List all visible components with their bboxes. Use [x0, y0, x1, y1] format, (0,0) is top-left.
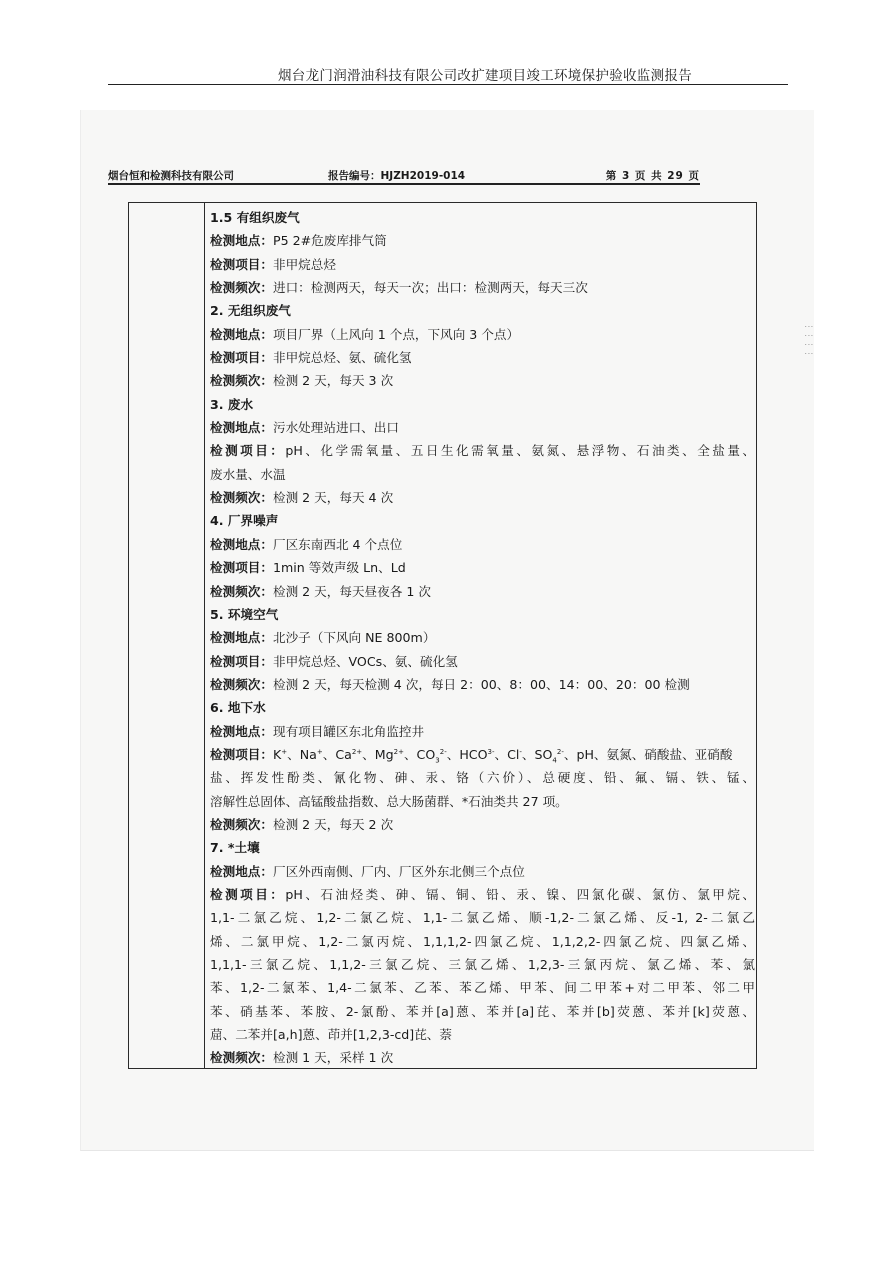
items-line [210, 253, 755, 276]
value: 非甲烷总烃 [272, 256, 336, 272]
value: 进口：检测两天，每天一次；出口：检测两天，每天三次 [272, 280, 588, 296]
label: 检测项目： [210, 350, 273, 366]
label: 检测地点： [210, 420, 273, 436]
label: 检测项目： [210, 886, 286, 902]
items-continuation: 溶解性总固体、高锰酸盐指数、总大肠菌群、*石油类共 27 项。 [210, 793, 568, 809]
location-line [210, 416, 755, 439]
items-continuation: 烯、二氯甲烷、1,2-二氯丙烷、1,1,1,2-四氯乙烷、1,1,2,2-四氯乙烷、四氯乙烯、 [210, 933, 755, 949]
value: 检测 2 天，每天检测 4 次，每日 2：00、8：00、14：00、20：00 检测 [272, 676, 690, 692]
ion-cl: Cl- [507, 746, 522, 762]
ion-k: K+ [272, 746, 288, 762]
label: 检测频次： [210, 583, 273, 599]
location-line [210, 626, 755, 649]
items-line [210, 883, 755, 906]
label: 检测地点： [210, 863, 273, 879]
items-continuation: 盐、挥发性酚类、氰化物、砷、汞、铬（六价）、总硬度、铅、氟、镉、铁、锰、 [210, 770, 755, 786]
value: 现有项目罐区东北角监控井 [272, 723, 425, 739]
section-heading: 4. 厂界噪声 [210, 513, 279, 529]
location-line [210, 323, 755, 346]
value: 厂区东南西北 4 个点位 [272, 536, 403, 552]
items-continuation: 废水量、水温 [210, 466, 286, 482]
frequency-line [210, 369, 755, 392]
items-continuation: 苯、硝基苯、苯胺、2-氯酚、苯并[a]蒽、苯并[a]芘、苯并[b]荧蒽、苯并[k]荧蒽、 [210, 1003, 755, 1019]
label: 检测项目： [210, 443, 286, 459]
frequency-line [210, 580, 755, 603]
page-header [108, 62, 788, 85]
items-line: 检测项目：K+、Na+、$Ca^{2+}$、$Mg^{2+}$、$CO_3^{2-}$、$HCO^{3-}$、Cl-、$SO_4^{2-}$、pH、氨氮、硝酸盐、亚硝酸 [210, 746, 733, 765]
label: 检测频次： [210, 676, 273, 692]
value: 、pH、氨氮、硝酸盐、亚硝酸 [563, 746, 733, 762]
value: pH、化学需氧量、五日生化需氧量、氨氮、悬浮物、石油类、全盐量、 [285, 443, 755, 459]
ion-mg: $Mg^{2+}$ [374, 746, 404, 762]
label: 检测项目： [210, 560, 273, 576]
column-divider [204, 203, 205, 1068]
location-line [210, 860, 755, 883]
header-rule [108, 183, 700, 185]
section-heading: 7. *土壤 [210, 840, 260, 856]
label: 检测频次： [210, 816, 273, 832]
edge-stamp-marks: ⋮⋮⋮⋮ [803, 322, 813, 358]
value: pH、石油烃类、砷、镉、铜、铅、汞、镍、四氯化碳、氯仿、氯甲烷、 [285, 886, 755, 902]
location-line [210, 229, 755, 252]
items-continuation: 1,1-二氯乙烷、1,2-二氯乙烷、1,1-二氯乙烯、顺-1,2-二氯乙烯、反-1, 2-二氯乙 [210, 910, 755, 926]
frequency-line [210, 1046, 755, 1069]
section-heading: 5. 环境空气 [210, 606, 279, 622]
value: 非甲烷总烃、氨、硫化氢 [272, 350, 412, 366]
label: 检测地点： [210, 326, 273, 342]
value: 检测 2 天，每天 2 次 [272, 816, 394, 832]
monitoring-content [210, 206, 755, 1070]
ion-co3: $CO_3^{2-}$ [416, 746, 447, 765]
label: 检测频次： [210, 490, 273, 506]
location-line [210, 720, 755, 743]
value: 污水处理站进口、出口 [272, 420, 399, 436]
items-line [210, 439, 755, 462]
value: 1min 等效声级 Ln、Ld [272, 560, 406, 576]
items-line [210, 650, 755, 673]
ion-ca: $Ca^{2+}$ [335, 746, 363, 762]
label: 检测项目： [210, 256, 273, 272]
section-heading: 1.5 有组织废气 [210, 210, 300, 225]
section-heading: 2. 无组织废气 [210, 303, 291, 319]
value: 北沙子（下风向 NE 800m） [272, 630, 436, 646]
ion-na: Na+ [299, 746, 323, 762]
label: 检测频次： [210, 280, 273, 296]
items-continuation: 1,1,1-三氯乙烷、1,1,2-三氯乙烷、三氯乙烯、1,2,3-三氯丙烷、氯乙烯、苯、氯 [210, 957, 755, 972]
location-line [210, 533, 755, 556]
value: 检测 1 天，采样 1 次 [272, 1050, 394, 1066]
frequency-line [210, 673, 755, 696]
section-heading: 3. 废水 [210, 396, 254, 412]
items-continuation: 苯、1,2-二氯苯、1,4-二氯苯、乙苯、苯乙烯、甲苯、间二甲苯+对二甲苯、邻二甲 [210, 980, 755, 996]
value: 检测 2 天，每天昼夜各 1 次 [272, 583, 431, 599]
value: 检测 2 天，每天 4 次 [272, 490, 394, 506]
frequency-line [210, 486, 755, 509]
label: 检测地点： [210, 536, 273, 552]
items-line [210, 346, 755, 369]
frequency-line [210, 276, 755, 299]
items-line [210, 556, 755, 579]
value: 厂区外西南侧、厂内、厂区外东北侧三个点位 [272, 863, 525, 879]
report-number: 报告编号：HJZH2019-014 [328, 170, 466, 182]
company-name: 烟台恒和检测科技有限公司 [108, 170, 234, 182]
ion-so4: $SO_4^{2-}$ [534, 746, 564, 765]
label: 检测频次： [210, 373, 273, 389]
value: 检测 2 天，每天 3 次 [272, 373, 394, 389]
value: 非甲烷总烃、VOCs、氨、硫化氢 [272, 653, 458, 669]
label: 检测项目： [210, 746, 273, 762]
value: P5 2#危废库排气筒 [272, 233, 387, 249]
section-heading: 6. 地下水 [210, 700, 266, 716]
label: 检测地点： [210, 723, 273, 739]
value: 项目厂界（上风向 1 个点，下风向 3 个点） [272, 326, 520, 342]
items-continuation: 䓛、二苯并[a,h]蒽、茚并[1,2,3-cd]芘、萘 [210, 1027, 452, 1043]
label: 检测频次： [210, 1050, 273, 1066]
scan-header [108, 168, 700, 183]
ion-hco3: $HCO^{3-}$ [459, 746, 495, 762]
label: 检测地点： [210, 233, 273, 249]
page-number: 第 3 页 共 29 页 [605, 170, 700, 182]
label: 检测项目： [210, 653, 273, 669]
frequency-line [210, 813, 755, 836]
label: 检测地点： [210, 630, 273, 646]
report-title: 烟台龙门润滑油科技有限公司改扩建项目竣工环境保护验收监测报告 [278, 68, 692, 84]
